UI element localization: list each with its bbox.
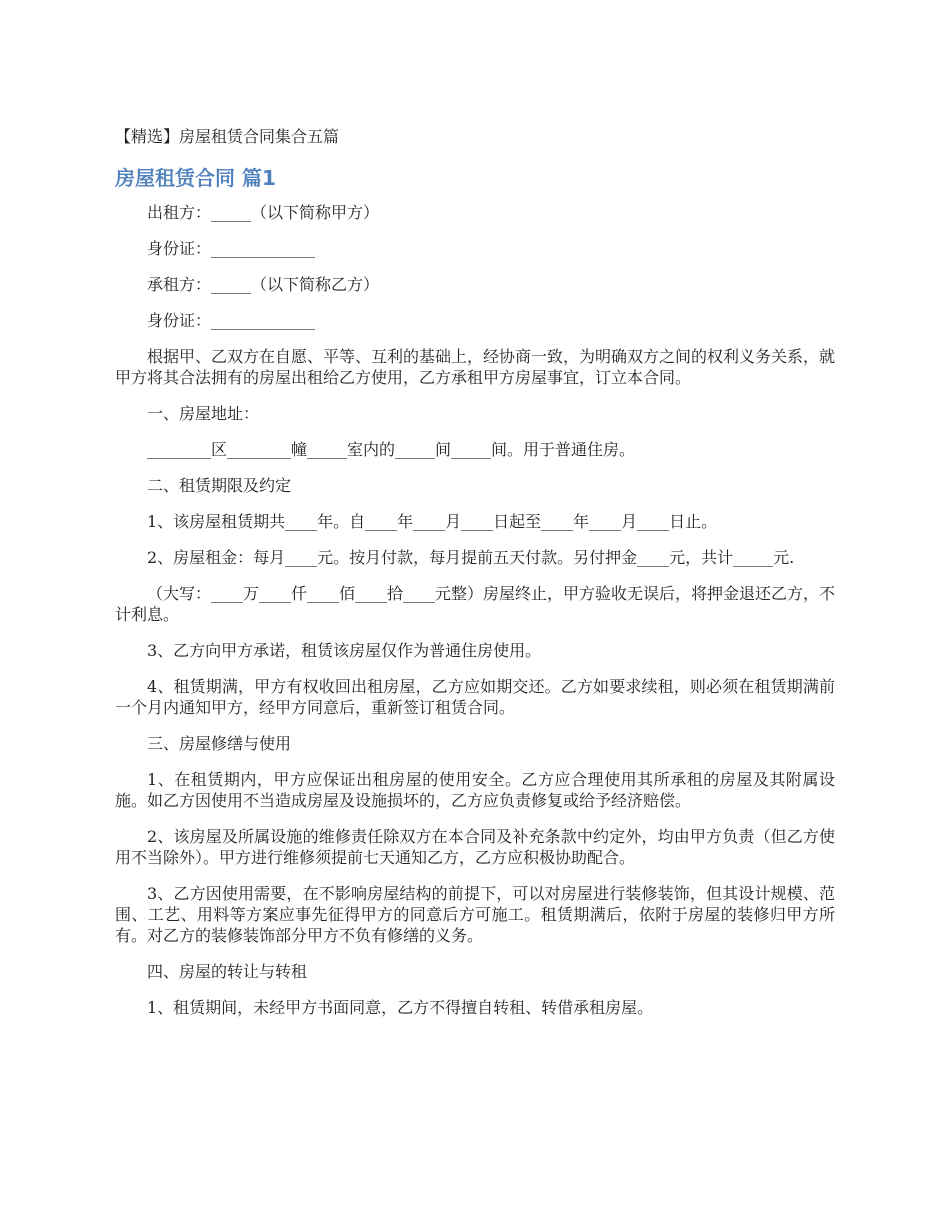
term-item-2: 2、房屋租金：每月____元。按月付款，每月提前五天付款。另付押金____元，共计_____元. [147, 548, 795, 567]
term-item-3: 3、乙方向甲方承诺，租赁该房屋仅作为普通住房使用。 [147, 641, 542, 660]
term-item-4: 4、租赁期满，甲方有权收回出租房屋，乙方应如期交还。乙方如要求续租，则必须在租赁期满前一个月内通知甲方，经甲方同意后，重新签订租赁合同。 [115, 677, 835, 717]
transfer-item-1: 1、租赁期间，未经甲方书面同意，乙方不得擅自转租、转借承租房屋。 [147, 998, 654, 1017]
term-item-1: 1、该房屋租赁期共____年。自____年____月____日起至____年____月____日止。 [147, 512, 718, 531]
clause-heading-transfer: 四、房屋的转让与转租 [147, 962, 308, 981]
clause-heading-term: 二、租赁期限及约定 [147, 476, 292, 495]
section-heading: 房屋租赁合同 篇1 [115, 166, 276, 190]
document-body [115, 202, 835, 1033]
lessor-id-line: 身份证：_____________ [147, 239, 316, 258]
lessee-line: 承租方：_____（以下简称乙方） [147, 275, 380, 294]
preamble-paragraph: 根据甲、乙双方在自愿、平等、互利的基础上，经协商一致，为明确双方之间的权利义务关系，就甲方将其合法拥有的房屋出租给乙方使用，乙方承租甲方房屋事宜，订立本合同。 [115, 347, 836, 387]
document-title: 【精选】房屋租赁合同集合五篇 [115, 127, 340, 146]
address-line: ________区________幢_____室内的_____间_____间。用于普通住房。 [147, 440, 636, 459]
repair-item-2: 2、该房屋及所属设施的维修责任除双方在本合同及补充条款中约定外，均由甲方负责（但乙方使用不当除外）。甲方进行维修须提前七天通知乙方，乙方应积极协助配合。 [115, 827, 835, 867]
repair-item-1: 1、在租赁期内，甲方应保证出租房屋的使用安全。乙方应合理使用其所承租的房屋及其附属设施。如乙方因使用不当造成房屋及设施损坏的，乙方应负责修复或给予经济赔偿。 [115, 770, 835, 810]
clause-heading-address: 一、房屋地址： [147, 404, 260, 423]
lessee-id-line: 身份证：_____________ [147, 311, 316, 330]
repair-item-3: 3、乙方因使用需要，在不影响房屋结构的前提下，可以对房屋进行装修装饰，但其设计规模、范围、工艺、用料等方案应事先征得甲方的同意后方可施工。租赁期满后，依附于房屋的装修归甲方所有。对乙方的装修装饰部分甲方不负有修缮的义务。 [115, 884, 835, 945]
clause-heading-repair: 三、房屋修缮与使用 [147, 734, 292, 753]
lessor-line: 出租方：_____（以下简称甲方） [147, 203, 380, 222]
term-item-2-capital: （大写：____万____仟____佰____拾____元整）房屋终止，甲方验收无误后，将押金退还乙方，不计利息。 [115, 584, 836, 624]
